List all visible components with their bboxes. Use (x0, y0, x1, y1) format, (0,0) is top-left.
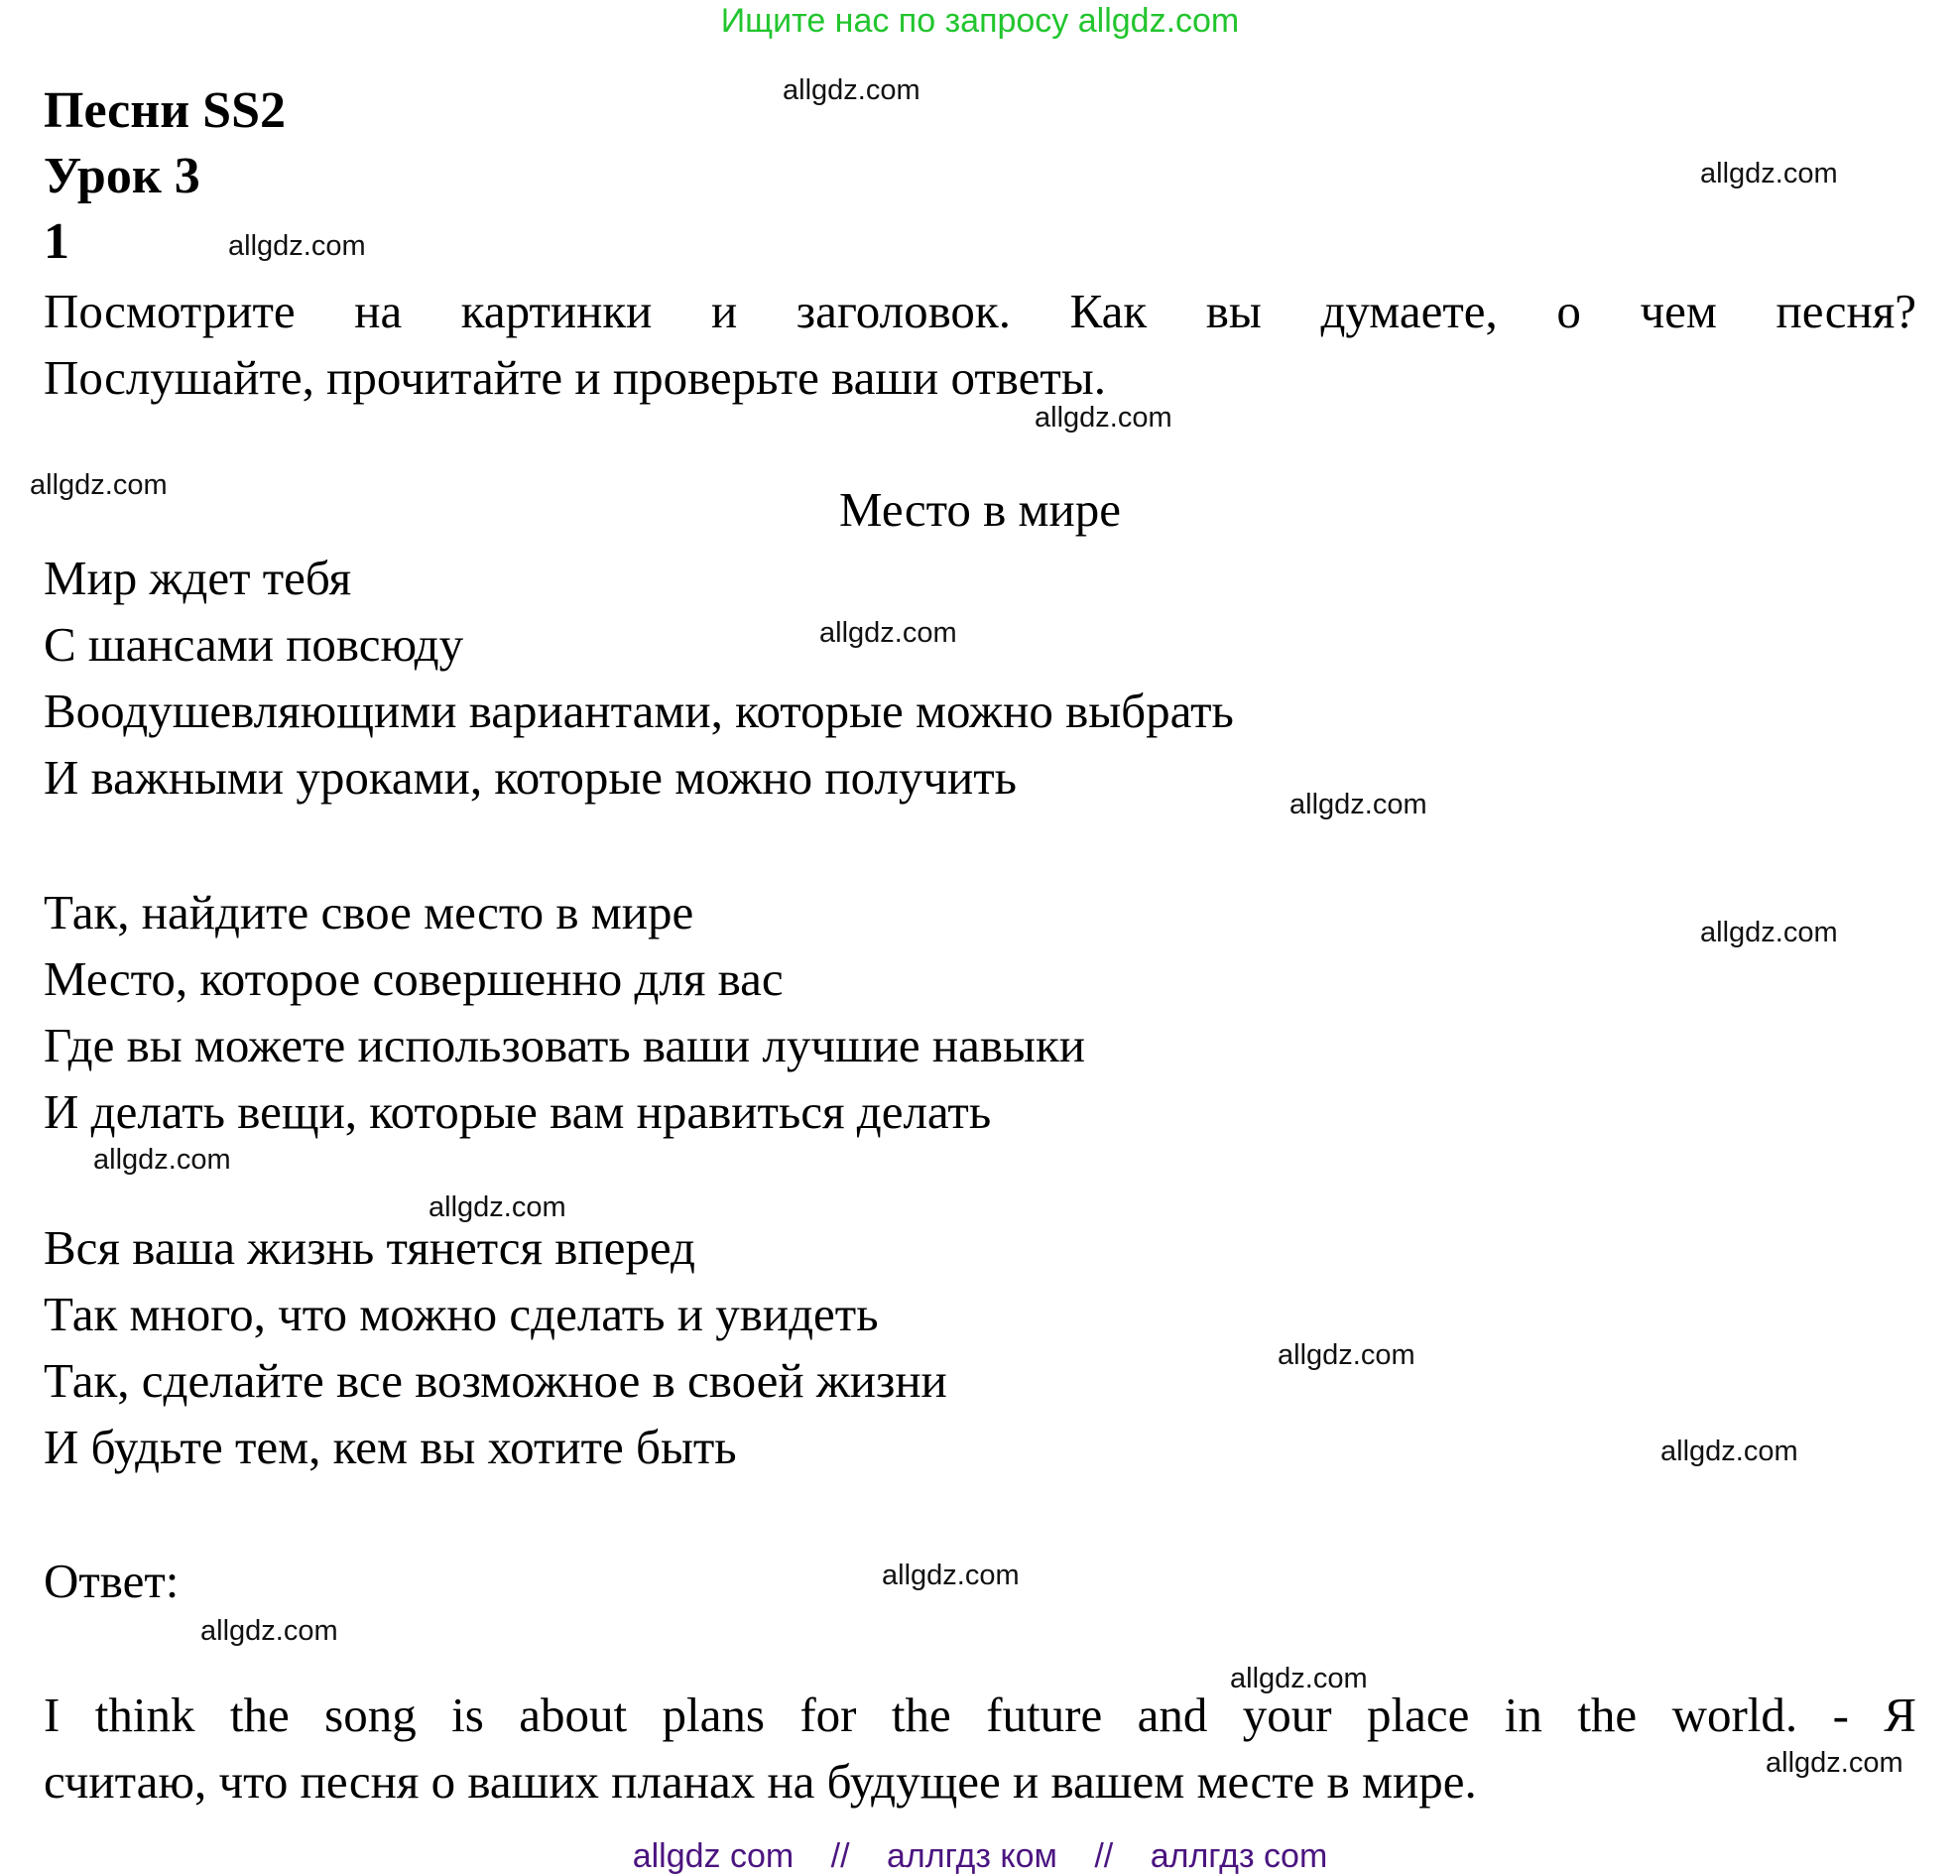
watermark: allgdz.com (1035, 402, 1172, 434)
watermark: allgdz.com (30, 469, 168, 501)
watermark: allgdz.com (200, 1615, 338, 1647)
verse-1-line-4: И важными уроками, которые можно получить (44, 750, 1018, 805)
verse-1-line-1: Мир ждет тебя (44, 551, 352, 605)
verse-2-line-4: И делать вещи, которые вам нравиться делать (44, 1084, 992, 1139)
watermark: allgdz.com (93, 1144, 231, 1176)
verse-3-line-2: Так много, что можно сделать и увидеть (44, 1287, 879, 1341)
page-title: Песни SS2 (44, 82, 287, 139)
verse-1-line-2: С шансами повсюду (44, 617, 464, 672)
answer-line-2: считаю, что песня о ваших планах на будущее и вашем месте в мире. (44, 1754, 1477, 1809)
footer-link-allgdz[interactable]: allgdz com (632, 1837, 795, 1875)
footer-link-allgdz-cyrillic[interactable]: аллгдз ком (887, 1837, 1057, 1875)
verse-2-line-2: Место, которое совершенно для вас (44, 951, 784, 1006)
footer-links (0, 1836, 1960, 1876)
watermark: allgdz.com (1289, 789, 1427, 820)
watermark: allgdz.com (1700, 917, 1838, 948)
song-title: Место в мире (838, 482, 1122, 537)
watermark: allgdz.com (1660, 1436, 1798, 1467)
watermark: allgdz.com (819, 617, 957, 649)
task-line-2: Послушайте, прочитайте и проверьте ваши ответы. (44, 350, 1106, 405)
lesson-heading: Урок 3 (44, 148, 200, 204)
exercise-number: 1 (44, 213, 69, 270)
verse-3-line-1: Вся ваша жизнь тянется вперед (44, 1220, 695, 1275)
task-instructions (44, 278, 1916, 411)
verse-2-line-3: Где вы можете использовать ваши лучшие навыки (44, 1018, 1085, 1072)
verse-3-line-4: И будьте тем, кем вы хотите быть (44, 1420, 737, 1474)
verse-2-line-1: Так, найдите свое место в мире (44, 885, 694, 939)
watermark: allgdz.com (1766, 1747, 1903, 1779)
footer-link-allgdz-mixed[interactable]: аллгдз com (1150, 1837, 1328, 1875)
answer-label: Ответ: (44, 1554, 180, 1608)
watermark: allgdz.com (1700, 158, 1838, 189)
task-line-1: Посмотрите на картинки и заголовок. Как вы думаете, о чем песня? (44, 284, 1916, 338)
answer-line-1: I think the song is about plans for the future and your place in the world. - Я (44, 1688, 1916, 1742)
footer-separator: // (1094, 1837, 1114, 1875)
watermark: allgdz.com (429, 1191, 566, 1223)
watermark: allgdz.com (228, 230, 366, 262)
verse-1-line-3: Воодушевляющими вариантами, которые можно выбрать (44, 684, 1234, 738)
search-banner: Ищите нас по запросу allgdz.com (720, 2, 1240, 40)
footer-separator: // (830, 1837, 850, 1875)
verse-3-line-3: Так, сделайте все возможное в своей жизни (44, 1353, 947, 1408)
answer-text (44, 1682, 1916, 1814)
watermark: allgdz.com (882, 1560, 1020, 1591)
watermark: allgdz.com (783, 74, 920, 106)
watermark: allgdz.com (1278, 1339, 1415, 1371)
watermark: allgdz.com (1230, 1663, 1368, 1694)
